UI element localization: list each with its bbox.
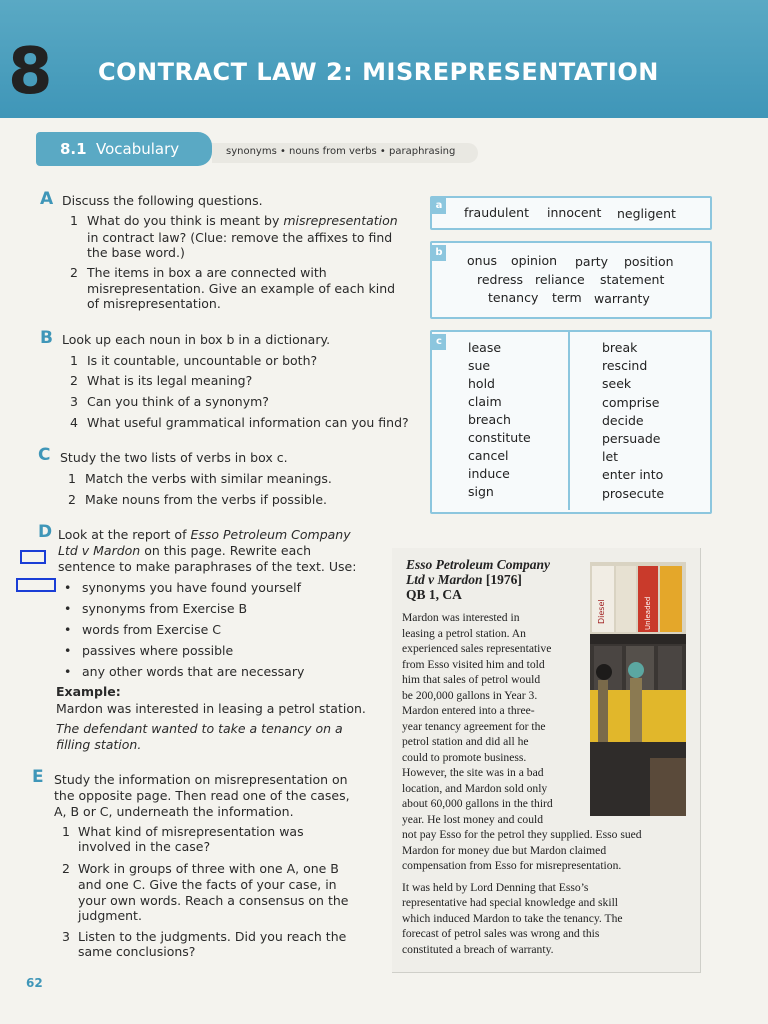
example-label: Example:: [56, 684, 121, 699]
box-c-left-verb: hold: [468, 376, 495, 391]
case-text-line: from Esso visited him and told: [402, 657, 545, 671]
box-b-word: warranty: [594, 291, 650, 306]
exercise-d-line3: sentence to make paraphrases of the text. Use:: [58, 559, 357, 574]
box-c-right-verb: comprise: [602, 395, 660, 410]
annotation-marker: [20, 550, 46, 564]
exercise-a-q1-number: 1: [70, 213, 78, 228]
case-text-line: not pay Esso for the petrol they supplied. Esso sued: [402, 828, 642, 841]
case-holding-line: representative had special knowledge and skill: [402, 896, 619, 909]
exercise-a-q1-line2: in contract law? (Clue: remove the affixes to find: [87, 230, 393, 245]
box-c-left-verb: sign: [468, 484, 494, 499]
exercise-e-q3-number: 3: [62, 929, 70, 944]
case-text-line: year tenancy agreement for the: [402, 719, 546, 733]
exercise-e-q1-number: 1: [62, 824, 70, 839]
exercise-d-bullet: words from Exercise C: [82, 622, 221, 637]
box-a-word: innocent: [547, 205, 602, 220]
case-text-line: Mardon was interested in: [402, 611, 520, 624]
box-b-word: party: [575, 254, 609, 269]
case-citation: QB 1, CA: [406, 587, 462, 602]
exercise-b-item: Can you think of a synonym?: [87, 394, 269, 409]
box-c-tab: c: [432, 334, 446, 350]
case-title-line2: Ltd v Mardon [1976]: [406, 572, 522, 587]
box-b-tab: b: [432, 245, 446, 261]
box-c-left-verb: cancel: [468, 448, 509, 463]
box-a-tab: a: [432, 198, 446, 214]
exercise-b-letter: B: [40, 328, 53, 348]
box-c-left-verb: claim: [468, 394, 502, 409]
example-paraphrase-line1: The defendant wanted to take a tenancy on a: [56, 721, 343, 736]
box-c-right-verb: seek: [602, 376, 632, 391]
box-c-right-verb: persuade: [602, 431, 661, 446]
exercise-d-bullet: synonyms you have found yourself: [82, 580, 302, 595]
case-text-line: experienced sales representative: [402, 642, 552, 655]
case-holding-line: which induced Mardon to take the tenancy. The: [402, 911, 623, 925]
exercise-a-q2-line2: misrepresentation. Give an example of each kind: [87, 281, 396, 296]
exercise-e-q2-number: 2: [62, 861, 70, 876]
case-title-line1: Esso Petroleum Company: [406, 557, 551, 572]
exercise-e-q2-line2: and one C. Give the facts of your case, in: [78, 877, 337, 892]
case-text-line: location, and Mardon sold only: [402, 781, 548, 795]
box-b-word: position: [624, 254, 674, 269]
exercise-b-item-number: 1: [70, 353, 78, 368]
exercise-b-item-number: 2: [70, 373, 78, 388]
box-c-right-verb: enter into: [602, 467, 664, 482]
exercise-d-bullet: synonyms from Exercise B: [82, 601, 248, 616]
box-c-left-verb: breach: [468, 412, 511, 427]
exercise-a-q2-number: 2: [70, 265, 78, 280]
box-c-right-verb: break: [602, 340, 638, 355]
box-b-word: statement: [600, 272, 665, 287]
exercise-c-item: Match the verbs with similar meanings.: [85, 471, 332, 486]
bullet-icon: •: [64, 622, 72, 637]
exercise-d-bullet: passives where possible: [82, 643, 234, 658]
exercise-e-q1-line2: involved in the case?: [78, 839, 211, 854]
case-text-line: him that sales of petrol would: [402, 673, 541, 686]
exercise-a-q2-line3: of misrepresentation.: [87, 296, 221, 311]
exercise-e-q3-line1: Listen to the judgments. Did you reach the: [78, 929, 347, 944]
chapter-number: 8: [8, 35, 53, 109]
example-paraphrase-line2: filling station.: [56, 737, 142, 752]
box-b-word: tenancy: [488, 290, 539, 305]
exercise-e-q3-line2: same conclusions?: [78, 944, 196, 959]
chapter-title: CONTRACT LAW 2: MISREPRESENTATION: [98, 58, 659, 86]
exercise-d-bullet: any other words that are necessary: [82, 664, 305, 679]
bullet-icon: •: [64, 580, 72, 595]
box-c-right-verb: rescind: [602, 358, 648, 373]
bullet-icon: •: [64, 601, 72, 616]
exercise-e-q1-line1: What kind of misrepresentation was: [78, 824, 304, 839]
unleaded-label: Unleaded: [644, 596, 652, 630]
case-text-line: be 200,000 gallons in Year 3.: [402, 688, 538, 702]
page-number: 62: [26, 976, 43, 990]
exercise-e-q2-line3: your own words. Reach a consensus on the: [78, 893, 349, 908]
case-text-line: about 60,000 gallons in the third: [402, 797, 553, 810]
box-b-word: term: [552, 290, 582, 305]
case-text-line: Mardon for money due but Mardon claimed: [402, 843, 607, 857]
exercise-b-item-number: 4: [70, 415, 78, 430]
exercise-b-item-number: 3: [70, 394, 78, 409]
box-c-left-verb: sue: [468, 358, 491, 373]
case-text-line: However, the site was in a bad: [402, 766, 544, 779]
exercise-c-item: Make nouns from the verbs if possible.: [85, 492, 327, 507]
case-text-line: could to promote business.: [402, 750, 527, 764]
exercise-e-q2-line4: judgment.: [78, 908, 142, 923]
box-a-word: fraudulent: [464, 205, 529, 220]
exercise-d-line2: Ltd v Mardon on this page. Rewrite each: [58, 543, 312, 558]
exercise-a-intro: Discuss the following questions.: [62, 193, 263, 208]
box-c-left-verb: constitute: [468, 430, 531, 445]
diesel-label: Diesel: [597, 599, 606, 624]
box-c-divider: [568, 332, 570, 510]
exercise-e-q2-line1: Work in groups of three with one A, one B: [78, 861, 339, 876]
box-a-word: negligent: [617, 206, 676, 221]
exercise-c-item-number: 2: [68, 492, 76, 507]
box-c-right-verb: decide: [602, 413, 644, 428]
bullet-icon: •: [64, 643, 72, 658]
case-text-line: year. He lost money and could: [402, 812, 544, 826]
exercise-a-q1-line1: What do you think is meant by misrepresentation: [87, 213, 398, 228]
case-text-line: petrol station and did all he: [402, 735, 529, 748]
exercise-b-item: What is its legal meaning?: [87, 373, 253, 388]
case-holding-line: forecast of petrol sales was wrong and this: [402, 927, 600, 940]
exercise-e-line1: Study the information on misrepresentation on: [54, 772, 348, 787]
box-b-word: reliance: [535, 272, 585, 287]
exercise-a-q1-line3: the base word.): [87, 245, 185, 260]
box-c-left-verb: induce: [468, 466, 510, 481]
exercise-c-letter: C: [38, 445, 51, 465]
case-holding-line: constituted a breach of warranty.: [402, 942, 554, 956]
section-topics: synonyms • nouns from verbs • paraphrasing: [226, 146, 456, 157]
exercise-c-item-number: 1: [68, 471, 76, 486]
box-b-word: onus: [467, 253, 498, 268]
box-b-word: redress: [477, 272, 524, 287]
exercise-b-item: Is it countable, uncountable or both?: [87, 353, 318, 368]
exercise-d-letter: D: [38, 522, 53, 542]
exercise-a-q2-line1: The items in box a are connected with: [87, 265, 327, 280]
example-text: Mardon was interested in leasing a petrol station.: [56, 701, 366, 716]
box-c-left-verb: lease: [468, 340, 502, 355]
section-number: 8.1: [60, 140, 87, 158]
exercise-b-intro: Look up each noun in box b in a dictionary.: [62, 332, 331, 347]
box-b-word: opinion: [511, 253, 558, 268]
case-text-line: compensation from Esso for misrepresentation.: [402, 859, 622, 872]
exercise-c-intro: Study the two lists of verbs in box c.: [60, 450, 288, 465]
case-holding-line: It was held by Lord Denning that Esso’s: [402, 880, 589, 894]
box-c-right-verb: let: [602, 449, 619, 464]
annotation-marker: [16, 578, 56, 592]
exercise-e-line2: the opposite page. Then read one of the cases,: [54, 788, 350, 803]
box-c-right-verb: prosecute: [602, 486, 665, 501]
section-label: Vocabulary: [96, 140, 180, 158]
exercise-d-line1: Look at the report of Esso Petroleum Company: [58, 527, 351, 542]
case-text-line: leasing a petrol station. An: [402, 626, 526, 640]
exercise-a-letter: A: [40, 189, 54, 209]
exercise-e-letter: E: [32, 767, 44, 787]
exercise-b-item: What useful grammatical information can you find?: [87, 415, 409, 430]
case-text-line: Mardon entered into a three-: [402, 704, 535, 717]
petrol-pump-photo: [590, 562, 686, 816]
bullet-icon: •: [64, 664, 72, 679]
exercise-e-line3: A, B or C, underneath the information.: [54, 804, 294, 819]
